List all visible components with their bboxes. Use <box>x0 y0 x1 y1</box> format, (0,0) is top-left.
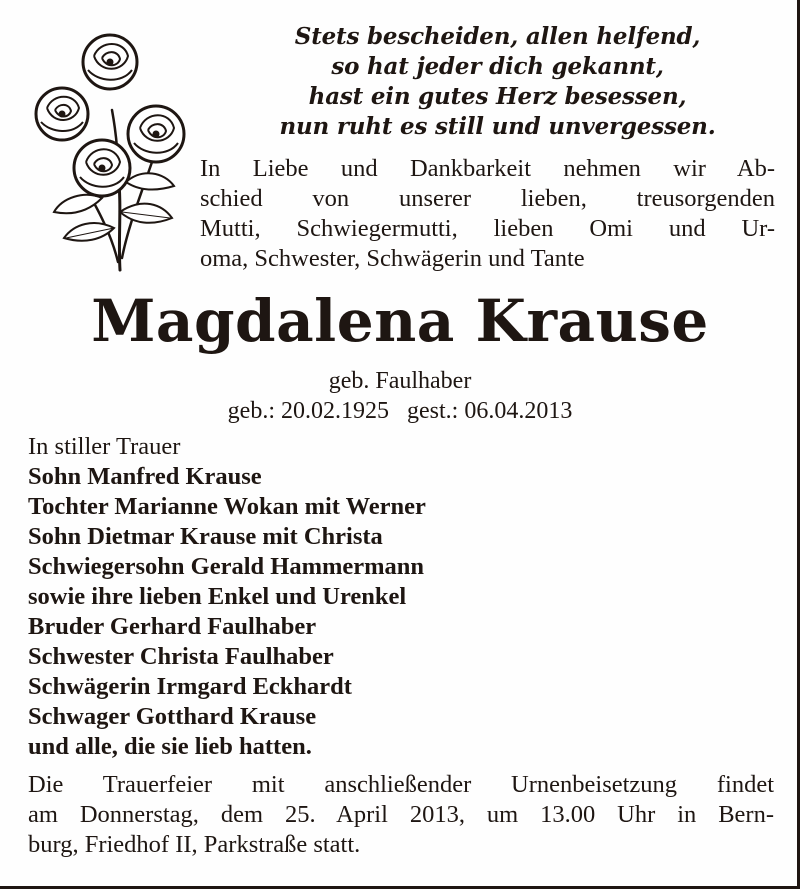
mourner-line: sowie ihre lieben Enkel und Urenkel <box>28 583 407 610</box>
mourner-line: Sohn Dietmar Krause mit Christa <box>28 523 383 550</box>
mourners-list <box>28 432 768 762</box>
service-line: Die Trauerfeier mit anschließender Urnenbeisetzung findet <box>28 771 774 798</box>
service-line: am Donnerstag, dem 25. April 2013, um 13.00 Uhr in Bern- <box>28 801 774 828</box>
intro-text <box>200 154 775 274</box>
mourner-line: Sohn Manfred Krause <box>28 463 262 490</box>
intro-line: In Liebe und Dankbarkeit nehmen wir Ab- <box>200 155 775 182</box>
mourner-line: Bruder Gerhard Faulhaber <box>28 613 317 640</box>
mourning-lead: In stiller Trauer <box>28 433 181 460</box>
poem-line: hast ein gutes Herz besessen, <box>308 83 687 110</box>
birth-date: geb.: 20.02.1925 <box>227 398 389 424</box>
life-dates <box>0 396 800 426</box>
death-date: gest.: 06.04.2013 <box>407 398 573 424</box>
roses-bouquet-icon <box>22 22 194 272</box>
service-line: burg, Friedhof II, Parkstraße statt. <box>28 831 361 858</box>
poem-line: nun ruht es still und unvergessen. <box>279 113 716 140</box>
mourner-line: Schwiegersohn Gerald Hammermann <box>28 553 425 580</box>
mourner-line: Schwester Christa Faulhaber <box>28 643 334 670</box>
mourner-line: und alle, die sie lieb hatten. <box>28 733 312 760</box>
mourner-line: Schwager Gotthard Krause <box>28 703 317 730</box>
poem-line: Stets bescheiden, allen helfend, <box>294 23 701 50</box>
intro-line: Mutti, Schwiegermutti, lieben Omi und Ur- <box>200 215 775 242</box>
funeral-service-info <box>28 770 774 860</box>
intro-line: schied von unserer lieben, treusorgenden <box>200 185 775 212</box>
deceased-name: Magdalena Krause <box>91 287 709 355</box>
birth-name: geb. Faulhaber <box>328 368 472 394</box>
mourner-line: Schwägerin Irmgard Eckhardt <box>28 673 352 700</box>
mourner-line: Tochter Marianne Wokan mit Werner <box>28 493 426 520</box>
poem-line: so hat jeder dich gekannt, <box>331 53 664 80</box>
intro-line: oma, Schwester, Schwägerin und Tante <box>200 245 585 272</box>
memorial-poem <box>215 22 780 142</box>
